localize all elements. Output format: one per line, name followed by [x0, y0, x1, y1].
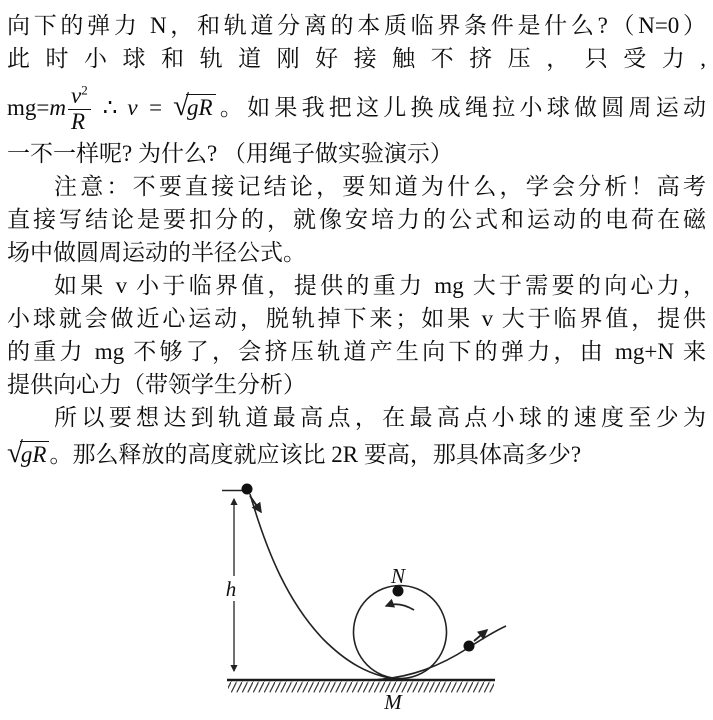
ground-hatching — [228, 682, 494, 693]
radical-sign-2: √ — [7, 437, 23, 469]
height-label: h — [225, 577, 237, 601]
loop-top-label: N — [390, 564, 406, 588]
text-line-10: 的重力 mg 不够了，会挤压轨道产生向下的弹力，由 mg+N 来 — [7, 339, 706, 364]
sqrt-line-text: 。那么释放的高度就应该比 2R 要高，那具体高多少? — [49, 442, 582, 467]
descent-track-curve — [250, 494, 397, 680]
text-line-4: 一不一样呢? 为什么? （用绳子做实验演示） — [7, 141, 453, 166]
radicand: gR — [186, 94, 216, 121]
radical-sign: √ — [173, 90, 190, 122]
text-line-12: 所以要想达到轨道最高点，在最高点小球的速度至少为 — [54, 405, 706, 430]
formula-mass-m: m — [49, 95, 66, 120]
physics-diagram — [180, 470, 545, 715]
formula-line — [7, 75, 706, 137]
rotation-direction-arrow — [386, 604, 414, 610]
ball-start — [242, 484, 253, 495]
text-line-2: 此时小球和轨道刚好接触不挤压，只受力, — [7, 46, 706, 71]
formula-numerator-v: v — [71, 83, 82, 109]
ball-exit — [464, 641, 475, 652]
formula-v-equals: v = — [127, 95, 164, 120]
therefore-symbol: ∴ — [102, 95, 118, 120]
loop-circle — [354, 586, 447, 679]
text-line-6: 直接写结论是要扣分的，就像安培力的公式和运动的电荷在磁 — [7, 207, 706, 232]
text-line-11: 提供向心力（带领学生分析） — [7, 372, 306, 397]
text-line-7: 场中做圆周运动的半径公式。 — [7, 240, 306, 265]
text-line-8: 如果 v 小于临界值，提供的重力 mg 大于需要的向心力， — [54, 273, 706, 298]
text-line-9: 小球就会做近心运动，脱轨掉下来；如果 v 大于临界值，提供 — [7, 306, 706, 331]
formula-fraction — [68, 84, 91, 135]
formula-mg-equals: mg= — [7, 95, 50, 120]
ground-label: M — [384, 690, 402, 714]
formula-denominator-R: R — [71, 109, 86, 135]
text-line-5: 注意：不要直接记结论，要知道为什么，学会分析！高考 — [54, 174, 706, 199]
text-line-1: 向下的弹力 N，和轨道分离的本质临界条件是什么?（N=0） — [7, 13, 706, 38]
formula-suffix-text: 。如果我把这儿换成绳拉小球做圆周运动 — [215, 95, 707, 120]
sqrt-line — [7, 434, 706, 474]
formula-exponent: 2 — [81, 82, 88, 98]
radicand-2: gR — [20, 441, 50, 468]
